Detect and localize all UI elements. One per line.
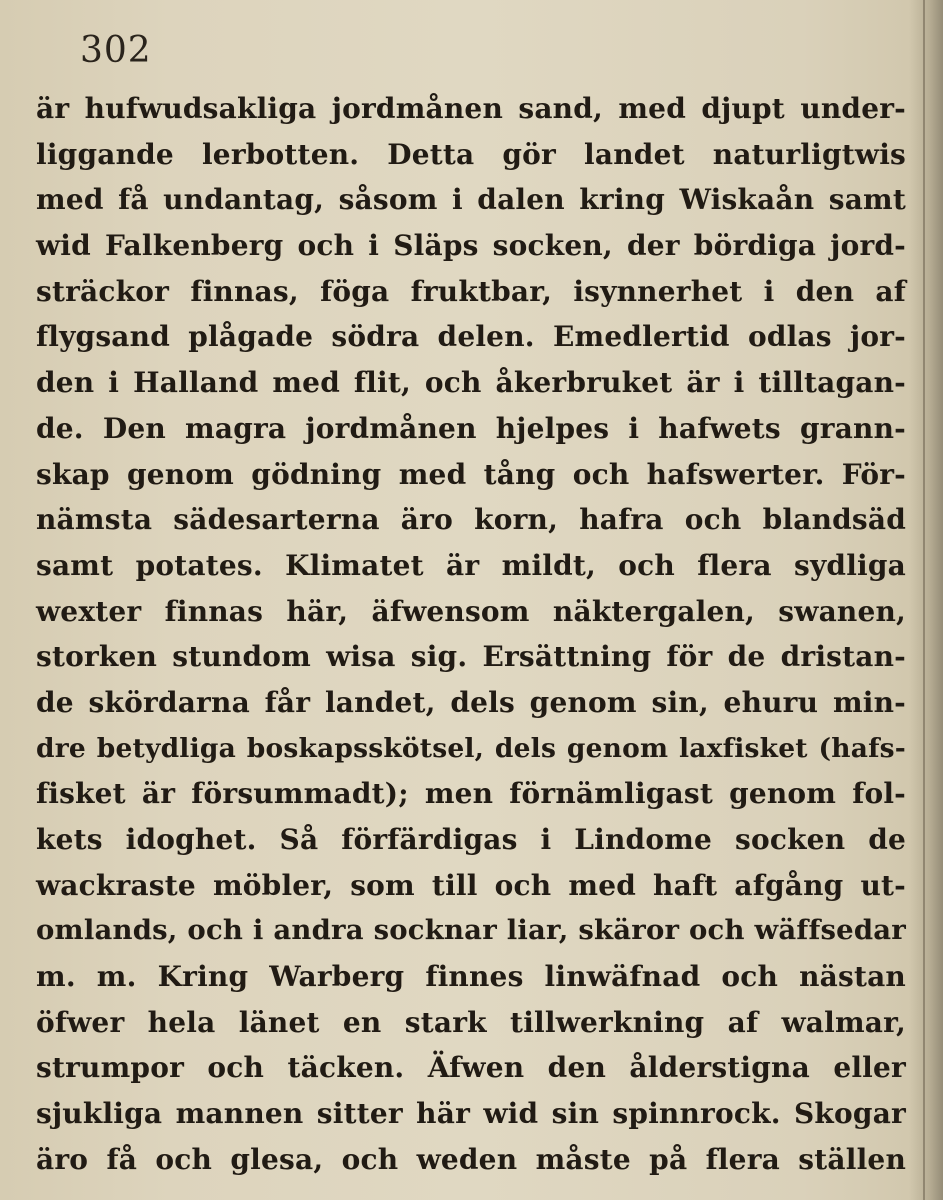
text-line: flygsand plågade södra delen. Emedlertid odlas jor- bbox=[36, 320, 906, 354]
text-line: nämsta sädesarterna äro korn, hafra och blandsäd bbox=[36, 503, 906, 537]
text-line: strumpor och täcken. Äfwen den ålderstigna eller bbox=[36, 1051, 906, 1085]
text-line: omlands, och i andra socknar liar, skäror och wäffsedar bbox=[36, 914, 906, 947]
text-line: med få undantag, såsom i dalen kring Wiskaån samt bbox=[36, 183, 906, 217]
page-number: 302 bbox=[80, 30, 152, 71]
text-line: m. m. Kring Warberg finnes linwäfnad och nästan bbox=[36, 960, 906, 994]
text-line: öfwer hela länet en stark tillwerkning af walmar, bbox=[36, 1005, 906, 1039]
text-line: är hufwudsakliga jordmånen sand, med djupt under- bbox=[36, 92, 906, 125]
text-line: de skördarna får landet, dels genom sin, ehuru min- bbox=[36, 685, 906, 719]
text-line: äro få och glesa, och weden måste på flera ställen bbox=[36, 1142, 906, 1176]
text-line: kets idoghet. Så förfärdigas i Lindome socken de bbox=[36, 823, 906, 856]
text-line: fisket är försummadt); men förnämligast genom fol- bbox=[36, 777, 906, 811]
text-line: sjukliga mannen sitter här wid sin spinnrock. Skogar bbox=[36, 1097, 906, 1131]
page-edge-line bbox=[923, 0, 925, 1200]
text-line: wid Falkenberg och i Släps socken, der bördiga jord- bbox=[36, 229, 906, 263]
text-line: sträckor finnas, föga fruktbar, isynnerhet i den af bbox=[36, 274, 906, 308]
text-line: storken stundom wisa sig. Ersättning för de dristan- bbox=[36, 640, 906, 674]
text-line: samt potates. Klimatet är mildt, och flera sydliga bbox=[36, 548, 906, 582]
text-line: dre betydliga boskapsskötsel, dels genom laxfisket (hafs- bbox=[36, 732, 906, 764]
text-line: liggande lerbotten. Detta gör landet naturligtwis bbox=[36, 137, 906, 171]
page-edge-shadow bbox=[909, 0, 943, 1200]
text-line: de. Den magra jordmånen hjelpes i hafwets grann- bbox=[36, 411, 906, 445]
text-line: wackraste möbler, som till och med haft afgång ut- bbox=[36, 868, 906, 902]
text-line: den i Halland med flit, och åkerbruket är i tilltagan- bbox=[36, 366, 906, 400]
text-line: skap genom gödning med tång och hafswerter. För- bbox=[36, 457, 906, 491]
body-text bbox=[36, 86, 906, 1183]
text-line: wexter finnas här, äfwensom näktergalen, swanen, bbox=[36, 594, 906, 628]
